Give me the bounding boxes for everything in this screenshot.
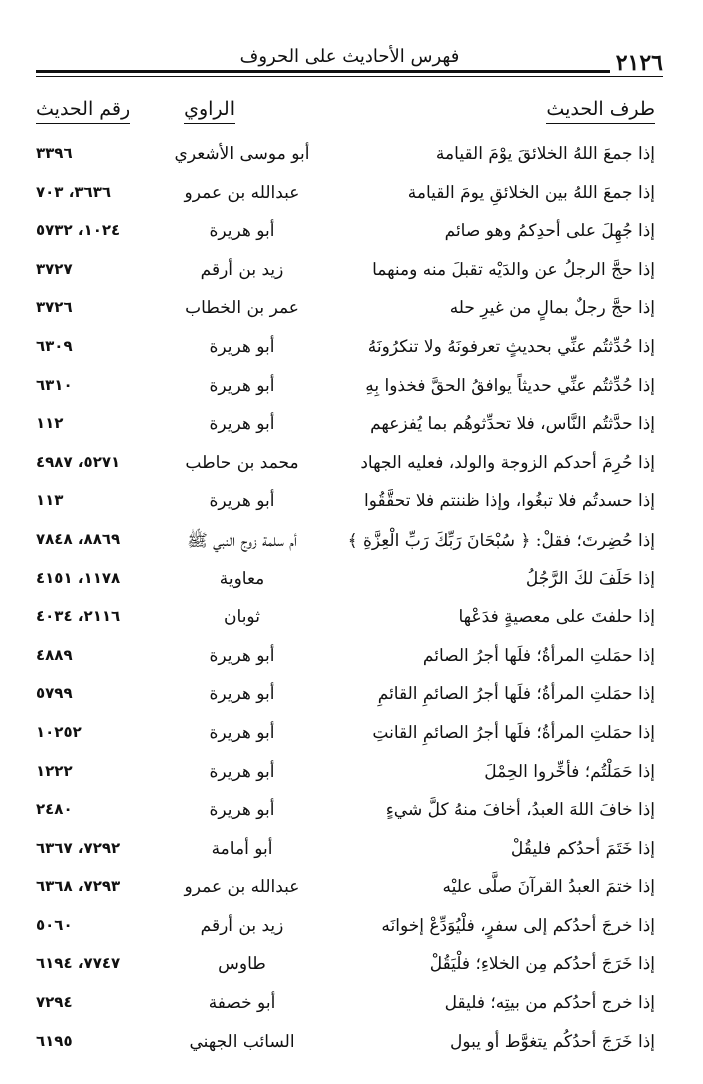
table-row	[36, 333, 655, 372]
hadith-text: إذا جُهِلَ على أحدِكمُ وهو صائم	[444, 221, 655, 242]
table-row	[36, 603, 655, 642]
narrator-name: أبو هريرة	[209, 491, 275, 512]
hadith-text: إذا خرج أحدُكم من بيتِه؛ فليقل	[444, 993, 655, 1014]
table-row	[36, 873, 655, 912]
narrator-name: زيد بن أرقم	[200, 259, 284, 280]
table-row	[36, 256, 655, 295]
narrator-name: أبو خصفة	[208, 993, 276, 1014]
hadith-index-table	[36, 140, 655, 1066]
table-row	[36, 410, 655, 449]
page-header	[36, 44, 663, 84]
hadith-text: إذا حُدِّثتُم عنِّي حديثاً يوافقُ الحقَّ فخذوا بِهِ	[365, 375, 655, 396]
table-row	[36, 179, 655, 218]
hadith-number: ٨٨٦٩، ٧٨٤٨	[36, 529, 121, 548]
table-row	[36, 680, 655, 719]
hadith-text: إذا حمَلتِ المرأةُ؛ فلَها أجرُ الصائمِ القانتِ	[372, 722, 655, 743]
hadith-number: ٧٧٤٧، ٦١٩٤	[36, 954, 121, 973]
hadith-text: إذا حجَّ الرجلُ عن والدَيْه تقبلَ منه ومنهما	[372, 259, 655, 280]
hadith-text: إذا خرجَ أحدُكم إلى سفرٍ، فلْيُوَدِّعْ إخوانَه	[381, 915, 655, 936]
hadith-number: ٧٢٩٣، ٦٣٦٨	[36, 877, 121, 896]
hadith-number: ٣٦٣٦، ٧٠٣	[36, 182, 112, 201]
hadith-text: إذا حلفتَ على معصيةٍ فدَعْها	[458, 607, 655, 628]
hadith-number: ١٠٢٥٢	[36, 722, 82, 741]
column-header-number: رقم الحديث	[36, 98, 130, 124]
hadith-number: ١٢٢٢	[36, 761, 73, 780]
table-row	[36, 294, 655, 333]
narrator-name: أبو هريرة	[209, 800, 275, 821]
hadith-number: ٥٠٦٠	[36, 915, 73, 934]
hadith-number: ٧٢٩٢، ٦٣٦٧	[36, 838, 121, 857]
hadith-text: إذا حسدتُم فلا تبغُوا، وإذا ظننتم فلا تحقَّقُوا	[364, 491, 655, 512]
hadith-text: إذا حُرِمَ أحدكم الزوجة والولد، فعليه الجهاد	[360, 452, 655, 473]
narrator-name: عبدالله بن عمرو	[184, 877, 300, 898]
hadith-text: إذا خافَ اللهَ العبدُ، أخافَ منهُ كلَّ شيءٍ	[385, 800, 655, 821]
hadith-number: ١١٢	[36, 414, 64, 433]
narrator-name: أبو هريرة	[209, 684, 275, 705]
hadith-number: ٤٨٨٩	[36, 645, 73, 664]
hadith-text: إذا خَرَجَ أحدُكُم يتغوَّط أو يبول	[450, 1031, 655, 1052]
hadith-text: إذا خَتَمَ أحدُكم فليقُلْ	[510, 838, 655, 859]
narrator-name: أبو هريرة	[209, 722, 275, 743]
table-row	[36, 526, 655, 565]
narrator-name: أبو هريرة	[209, 336, 275, 357]
hadith-number: ٦١٩٥	[36, 1031, 73, 1050]
table-row	[36, 1028, 655, 1067]
table-row	[36, 950, 655, 989]
table-row	[36, 372, 655, 411]
hadith-text: إذا حدَّثتُم النَّاس، فلا تحدِّثوهُم بما يُفزعهم	[370, 414, 655, 435]
hadith-text: إذا حُضِرتَ؛ فقلْ: ﴿ سُبْحَانَ رَبِّكَ رَبِّ الْعِزَّةِ ﴾	[347, 530, 655, 551]
table-row	[36, 487, 655, 526]
table-row	[36, 217, 655, 256]
table-row	[36, 565, 655, 604]
hadith-text: إذا حمَلتِ المرأةُ؛ فلَها أجرُ الصائمِ القائمِ	[377, 684, 655, 705]
narrator-name: أبو هريرة	[209, 761, 275, 782]
table-row	[36, 719, 655, 758]
hadith-text: إذا جمعَ اللهُ الخلائقَ يوْمَ القيامة	[435, 144, 655, 164]
hadith-number: ٣٧٢٦	[36, 298, 73, 317]
table-row	[36, 912, 655, 951]
hadith-number: ٧٢٩٤	[36, 993, 73, 1012]
hadith-number: ٣٣٩٦	[36, 144, 73, 162]
narrator-name: عمر بن الخطاب	[185, 298, 299, 319]
hadith-text: إذا ختمَ العبدُ القرآنَ صلَّى عليْه	[442, 877, 655, 898]
table-row	[36, 989, 655, 1028]
narrator-name: أبو أمامة	[211, 838, 273, 859]
column-header-narrator: الراوي	[184, 98, 235, 124]
header-rule-thick	[36, 70, 663, 73]
table-row	[36, 642, 655, 681]
hadith-number: ٣٧٢٧	[36, 259, 73, 278]
narrator-name: عبدالله بن عمرو	[184, 182, 300, 203]
narrator-name: السائب الجهني	[189, 1031, 295, 1052]
narrator-name: أبو هريرة	[209, 645, 275, 666]
page-number: ٢١٢٦	[610, 50, 663, 76]
table-row	[36, 140, 655, 179]
hadith-number: ١١٧٨، ٤١٥١	[36, 568, 121, 587]
column-headers	[36, 98, 655, 128]
hadith-text: إذا حَلَفَ لكَ الرَّجُلُ	[525, 568, 655, 589]
hadith-number: ٥٧٩٩	[36, 684, 73, 703]
narrator-name: طاوس	[218, 954, 266, 975]
table-row	[36, 796, 655, 835]
narrator-name: معاوية	[219, 568, 265, 589]
hadith-number: ٢١١٦، ٤٠٣٤	[36, 607, 121, 626]
narrator-name: أبو هريرة	[209, 414, 275, 435]
column-header-hadith: طرف الحديث	[546, 98, 655, 124]
table-row	[36, 758, 655, 797]
hadith-number: ٢٤٨٠	[36, 800, 73, 819]
narrator-name: زيد بن أرقم	[200, 915, 284, 936]
narrator-name: محمد بن حاطب	[185, 452, 299, 473]
narrator-name: أبو هريرة	[209, 221, 275, 242]
header-rule-thin	[36, 76, 663, 77]
running-title: فهرس الأحاديث على الحروف	[239, 46, 460, 67]
hadith-text: إذا خَرَجَ أحدُكم مِن الخلاءِ؛ فلْيَقُلْ	[429, 954, 655, 975]
table-row	[36, 449, 655, 488]
hadith-number: ٦٣١٠	[36, 375, 73, 394]
hadith-number: ١١٣	[36, 491, 64, 510]
hadith-text: إذا حمَلتِ المرأةُ؛ فلَها أجرُ الصائم	[422, 645, 655, 666]
hadith-text: إذا حجَّ رجلٌ بمالٍ من غيرِ حله	[449, 298, 655, 319]
narrator-name: ثوبان	[224, 607, 260, 628]
table-row	[36, 835, 655, 874]
narrator-name: أبو موسى الأشعري	[174, 144, 310, 164]
hadith-number: ٦٣٠٩	[36, 336, 73, 355]
hadith-text: إذا حَمَلْتُم؛ فأخِّروا الحِمْلَ	[484, 761, 655, 782]
hadith-text: إذا حُدِّثتُم عنِّي بحديثٍ تعرفونَهُ ولا تنكرُونَهُ	[367, 336, 655, 357]
hadith-text: إذا جمعَ اللهُ بين الخلائقِ يومَ القيامة	[407, 182, 655, 203]
hadith-number: ١٠٢٤، ٥٧٣٢	[36, 221, 121, 240]
narrator-name: أم سلمة زوج النبي ﷺ	[187, 530, 297, 551]
narrator-name: أبو هريرة	[209, 375, 275, 396]
hadith-number: ٥٢٧١، ٤٩٨٧	[36, 452, 121, 471]
